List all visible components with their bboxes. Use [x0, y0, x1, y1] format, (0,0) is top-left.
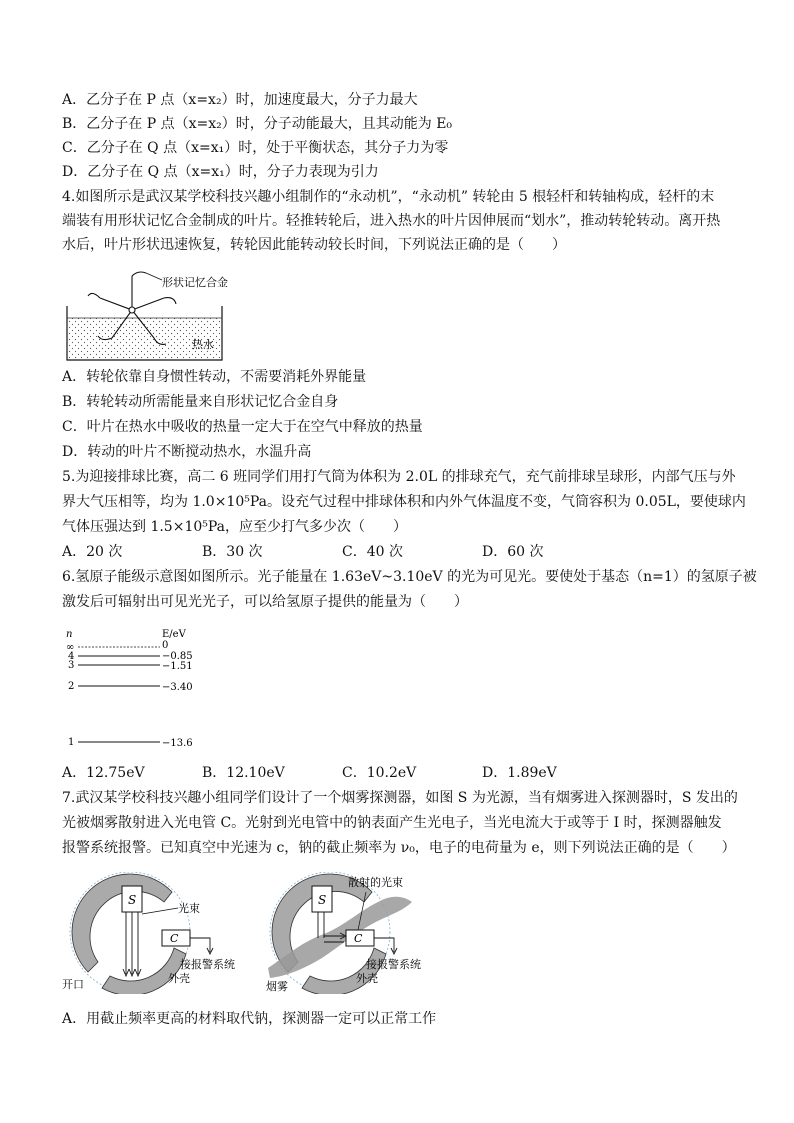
q5-option-b: B．30 次 [202, 544, 263, 560]
q6-option-b: B．12.10eV [202, 765, 285, 781]
q7-stem-line-1: 7.武汉某学校科技兴趣小组同学们设计了一个烟雾探测器，如图 S 为光源，当有烟雾进入探测器时，S 发出的 [62, 790, 738, 806]
q4-stem-line-3: 水后，叶片形状迅速恢复，转轮因此能转动较长时间，下列说法正确的是（ ） [62, 237, 566, 253]
q5-stem-line-2: 界大气压相等，均为 1.0×10⁵Pa。设充气过程中排球体积和内外气体温度不变，气筒容积为 0.05L，要使球内 [62, 494, 746, 510]
level-n-3: 3 [68, 660, 75, 671]
label-hot-water: 热水 [192, 338, 214, 351]
q5-option-a: A．20 次 [62, 544, 123, 560]
label-s: S [128, 893, 137, 907]
level-e-inf: 0 [162, 640, 169, 651]
level-n-2: 2 [68, 681, 75, 692]
label-shape-memory-alloy: 形状记忆合金 [162, 276, 228, 289]
n-header: n [66, 629, 73, 640]
q4-option-b: B．转轮转动所需能量来自形状记忆合金自身 [62, 394, 339, 410]
q5-option-c: C．40 次 [342, 544, 403, 560]
q4-option-a: A．转轮依靠自身惯性转动，不需要消耗外界能量 [62, 369, 367, 385]
level-n-inf: ∞ [66, 642, 75, 653]
label-beam: 光束 [178, 902, 200, 915]
q5-stem-line-1: 5.为迎接排球比赛，高二 6 班同学们用打气筒为体积为 2.0L 的排球充气，充气前排球呈球形，内部气压与外 [62, 469, 736, 485]
label-shell: 外壳 [168, 972, 190, 985]
q6-option-d: D．1.89eV [482, 765, 557, 781]
q4-stem-line-2: 端装有用形状记忆合金制成的叶片。轻推转轮后，进入热水的叶片因伸展而“划水”，推动转轮转动。离开热 [62, 213, 721, 229]
label-c: C [170, 932, 179, 945]
level-e-1: −13.6 [162, 738, 193, 749]
q7-option-a: A．用截止频率更高的材料取代钠，探测器一定可以正常工作 [62, 1011, 437, 1027]
q5-option-d: D．60 次 [482, 544, 544, 560]
level-n-1: 1 [68, 737, 75, 748]
label-s: S [318, 893, 327, 907]
level-e-2: −3.40 [162, 682, 193, 693]
label-shell: 外壳 [356, 972, 378, 985]
level-e-3: −1.51 [162, 661, 193, 672]
q3-option-c: C．乙分子在 Q 点（x=x₁）时，处于平衡状态，其分子力为零 [62, 140, 449, 156]
label-smoke: 烟雾 [266, 980, 288, 993]
e-header: E/eV [162, 629, 186, 640]
q3-option-a: A．乙分子在 P 点（x=x₂）时，加速度最大，分子力最大 [62, 92, 418, 108]
label-alarm: 接报警系统 [366, 958, 421, 971]
shell-lower [102, 948, 186, 994]
energy-level-diagram [62, 624, 222, 750]
q4-wheel-figure [62, 266, 232, 366]
q7-stem-line-3: 报警系统报警。已知真空中光速为 c，钠的截止频率为 ν₀，电子的电荷量为 e，则下列说法正确的是（ ） [62, 840, 736, 856]
level-e-4: −0.85 [162, 651, 193, 662]
q7-stem-line-2: 光被烟雾散射进入光电管 C。光射到光电管中的钠表面产生光电子，当光电流大于或等于 I 时，探测器触发 [62, 815, 722, 831]
q6-stem-line-2: 激发后可辐射出可见光光子，可以给氢原子提供的能量为（ ） [62, 594, 468, 610]
smoke-detector-figure-right [262, 872, 462, 994]
q6-option-c: C．10.2eV [342, 765, 417, 781]
q5-stem-line-3: 气体压强达到 1.5×10⁵Pa，应至少打气多少次（ ） [62, 519, 408, 535]
level-n-4: 4 [68, 651, 75, 662]
label-scattered-beam: 散射的光束 [348, 876, 403, 889]
q4-option-c: C．叶片在热水中吸收的热量一定大于在空气中释放的热量 [62, 419, 423, 435]
q6-option-a: A．12.75eV [62, 765, 145, 781]
q4-option-d: D．转动的叶片不断搅动热水，水温升高 [62, 444, 312, 460]
q6-stem-line-1: 6.氢原子能级示意图如图所示。光子能量在 1.63eV~3.10eV 的光为可见光。要使处于基态（n=1）的氢原子被 [62, 569, 757, 585]
label-alarm: 接报警系统 [180, 958, 235, 971]
q3-option-b: B．乙分子在 P 点（x=x₂）时，分子动能最大，且其动能为 E₀ [62, 116, 453, 132]
smoke-detector-figure-left [62, 872, 252, 994]
label-c: C [354, 932, 363, 945]
q3-option-d: D．乙分子在 Q 点（x=x₁）时，分子力表现为引力 [62, 164, 379, 180]
label-opening: 开口 [62, 978, 84, 991]
q4-stem-line-1: 4.如图所示是武汉某学校科技兴趣小组制作的“永动机”，“永动机” 转轮由 5 根轻杆和转轴构成，轻杆的末 [62, 189, 715, 205]
